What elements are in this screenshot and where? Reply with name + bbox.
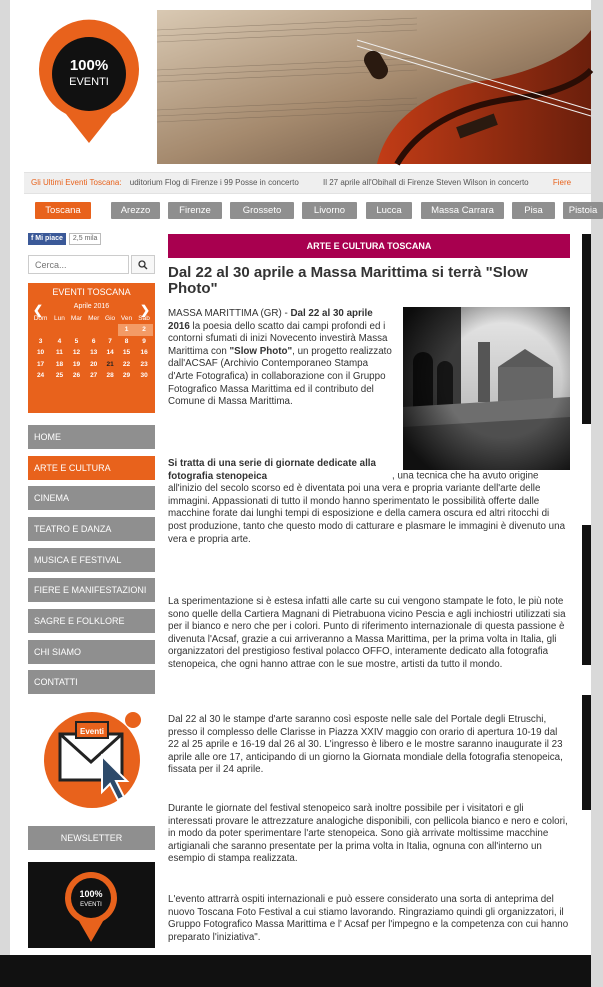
section-heading[interactable]: ARTE E CULTURA TOSCANA: [168, 234, 570, 258]
calendar-prev-icon[interactable]: ❮: [33, 303, 44, 317]
right-column-edge: [582, 525, 591, 665]
article-text: MASSA MARITTIMA (GR) -: [168, 308, 291, 319]
calendar-day[interactable]: 25: [55, 372, 64, 380]
article-text: , una tecnica che ha avuto origine all'inizio del secolo scorso ed è diventata poi una vera e propria variante dell'arte delle immagini. Appassionati di tutto il mondo hanno sperimentato le possibilità offerte dalle macchine forate dai lunghi tempi di esposizione e della camera oscura ed altri ritocchi di post produzione, tanto che questo modo di catturare e plasmare le immagini è divenuto una vera e propria arte.: [168, 470, 566, 545]
logo-line2: EVENTI: [69, 76, 109, 88]
city-tab-lucca[interactable]: Lucca: [366, 202, 412, 219]
article-paragraph-2: [168, 458, 568, 546]
facebook-icon: f: [31, 235, 36, 242]
facebook-like-widget[interactable]: [28, 233, 101, 245]
article-paragraph-5: Durante le giornate del festival stenopeico sarà inoltre possibile per i visitatori e gli interessati provare le attrezzature analogiche disponibili, con pellicola bianco e nero e colori, in modo da poter sperimentare l'arte stenopeica. Sono già arrivate moltissime macchine artigianali che saranno presentate per la prima volta in Italia, ognuna con all'interno un esempio di stampa realizzata.: [168, 803, 568, 865]
footer-logo[interactable]: [28, 862, 155, 948]
calendar-grid: [30, 313, 153, 382]
article-text: , un progetto realizzato dall'ACSAF (Archivio Contemporaneo Stampa d'Arte Fotografica) in collaborazione con il Gruppo Fotografico Massa Marittima ed il contributo del Comune di Massa Marittima.: [168, 345, 392, 408]
calendar-day[interactable]: 3: [38, 337, 43, 345]
city-tab-grosseto[interactable]: Grosseto: [230, 202, 294, 219]
menu-item-cinema[interactable]: CINEMA: [28, 486, 155, 510]
calendar-day[interactable]: 15: [122, 349, 131, 357]
city-tab-firenze[interactable]: Firenze: [168, 202, 222, 219]
city-tab-pistoia[interactable]: Pistoia: [563, 202, 603, 219]
calendar-day: [68, 324, 85, 336]
menu-item-teatro-e-danza[interactable]: TEATRO E DANZA: [28, 517, 155, 541]
calendar-weekday: Sab: [138, 315, 150, 322]
menu-item-musica-e-festival[interactable]: MUSICA E FESTIVAL: [28, 548, 155, 572]
article-text-bold: Dal 22 al 30 aprile 2016: [168, 308, 373, 332]
search-icon: [138, 260, 148, 270]
calendar-day[interactable]: 6: [91, 337, 96, 345]
page: [10, 0, 598, 955]
footer-logo-line2: EVENTI: [80, 902, 102, 908]
newsletter-envelope-icon[interactable]: [38, 706, 146, 810]
calendar-weekday: Ven: [120, 315, 133, 322]
calendar-weekday: Gio: [105, 315, 116, 322]
calendar-day[interactable]: 17: [36, 360, 45, 368]
calendar-day[interactable]: 29: [122, 372, 131, 380]
ticker-item[interactable]: uditorium Flog di Firenze i 99 Posse in concerto: [129, 178, 299, 187]
calendar-day[interactable]: 11: [56, 349, 63, 357]
right-column-edge: [582, 234, 591, 424]
calendar-day[interactable]: 5: [74, 337, 79, 345]
menu-item-contatti[interactable]: CONTATTI: [28, 670, 155, 694]
calendar-day[interactable]: 1: [118, 324, 135, 336]
menu-item-arte-e-cultura[interactable]: ARTE E CULTURA: [28, 456, 155, 480]
site-logo[interactable]: [36, 22, 142, 144]
calendar-day[interactable]: 4: [57, 337, 62, 345]
search-button[interactable]: [131, 255, 155, 274]
article-paragraph-3: La sperimentazione si è estesa infatti alle carte su cui vengono stampate le foto, le più note sono quelle della Cartiera Magnani di Pietrabuona vicino Pescia e agli inchiostri utilizzati sia per il bianco e nero che per i colori. Punto di riferimento internazionale di questa passione è divenuta l'Acsaf, grazie a cui arriveranno a Massa Marittima, per la prima volta in Italia, gli organizzatori del prestigioso festival polacco OFFO, interamente dedicato alla fotografia stenopeica, che ogni hanno attrae con le sue mostre, artisti da tutto il mondo.: [168, 596, 566, 670]
calendar-weekday: Mer: [88, 315, 100, 322]
facebook-like-count: 2,5 mila: [69, 233, 102, 245]
calendar-day[interactable]: 14: [106, 349, 114, 357]
footer-logo-line1: 100%: [79, 889, 103, 899]
calendar-day: [51, 324, 68, 336]
ticker-item[interactable]: Fiere: [552, 178, 572, 187]
newsletter-icon-label: Eventi: [79, 727, 105, 736]
facebook-like-button[interactable]: [28, 233, 66, 245]
calendar-day[interactable]: 2: [135, 324, 153, 336]
city-tab-arezzo[interactable]: Arezzo: [111, 202, 160, 219]
menu-item-home[interactable]: HOME: [28, 425, 155, 449]
article-title: Dal 22 al 30 aprile a Massa Marittima si terrà "Slow Photo": [168, 264, 528, 297]
article-paragraph-1: [168, 308, 396, 409]
calendar-day[interactable]: 10: [36, 349, 45, 357]
city-tab-toscana[interactable]: Toscana: [35, 202, 91, 219]
header-banner-image: [157, 10, 591, 164]
right-column-edge: [582, 695, 591, 810]
calendar-day[interactable]: 9: [142, 337, 146, 345]
calendar-day[interactable]: 18: [55, 360, 64, 368]
logo-line1: 100%: [69, 57, 109, 74]
calendar-day[interactable]: 26: [72, 372, 81, 380]
article-paragraph-6: L'evento attrarrà ospiti internazionali e può essere considerato una sorta di anteprima del nuovo Toscana Foto Festival a cui stiamo lavorando. Ringraziamo quindi gli organizzatori, il Gruppo Fotografico Massa Marittima e l' Acsaf per l'impegno e la competenza con cui hanno preparato l'iniziativa".: [168, 894, 569, 943]
calendar-day[interactable]: 16: [140, 349, 148, 357]
calendar-day[interactable]: 13: [90, 349, 98, 357]
calendar-day[interactable]: 30: [140, 372, 148, 380]
calendar-day[interactable]: 20: [90, 360, 98, 368]
city-tab-pisa[interactable]: Pisa: [512, 202, 555, 219]
events-calendar: [28, 283, 155, 413]
city-tab-livorno[interactable]: Livorno: [302, 202, 357, 219]
city-tabs: [35, 202, 598, 220]
calendar-day[interactable]: 23: [140, 360, 148, 368]
menu-item-fiere-e-manifestazioni[interactable]: FIERE E MANIFESTAZIONI: [28, 578, 155, 602]
city-tab-massa-carrara[interactable]: Massa Carrara: [421, 202, 504, 219]
article-text-bold: Si tratta di una serie di giornate dedicate alla fotografia stenopeica: [168, 458, 376, 482]
ticker-label: Gli Ultimi Eventi Toscana:: [31, 178, 122, 187]
calendar-weekday: Mar: [70, 315, 83, 322]
facebook-like-label: Mi piace: [35, 235, 63, 242]
newsletter-button[interactable]: NEWSLETTER: [28, 826, 155, 850]
calendar-day[interactable]: 19: [72, 360, 81, 368]
calendar-day[interactable]: 12: [72, 349, 81, 357]
events-ticker: [24, 172, 591, 194]
ticker-item[interactable]: Il 27 aprile all'Obihall di Firenze Steven Wilson in concerto: [323, 178, 529, 187]
calendar-day[interactable]: 8: [124, 337, 129, 345]
calendar-day[interactable]: 27: [90, 372, 98, 380]
article-paragraph-4: Dal 22 al 30 le stampe d'arte saranno così esposte nelle sale del Portale degli Etruschi, presso il complesso delle Clarisse in Piazza XXIV maggio con orario di apertura 10-19 dal 22 al 25 aprile e 16-19 dal 26 al 30. L'ingresso è libero e le mostre saranno inaugurate il 23 aprile alle ore 17, anticipando di un giorno la Giornata mondiale della fotografia stenopeica, fissata per il 24 aprile.: [168, 714, 563, 776]
search-input[interactable]: [28, 255, 129, 274]
bottom-bar: [0, 955, 591, 987]
calendar-month: Aprile 2016: [73, 303, 110, 310]
article-photo: [403, 307, 570, 470]
article-text: la poesia dello scatto dai campi profondi ed i contorni sfumati di inizi Novecento investirà Massa Marittima con: [168, 320, 388, 357]
calendar-weekday: Lun: [54, 315, 65, 322]
calendar-next-icon[interactable]: ❯: [139, 303, 150, 317]
calendar-day[interactable]: 7: [108, 337, 112, 345]
menu-item-chi-siamo[interactable]: CHI SIAMO: [28, 640, 155, 664]
calendar-day: [85, 324, 102, 336]
menu-item-sagre-e-folklore[interactable]: SAGRE E FOLKLORE: [28, 609, 155, 633]
calendar-weekday: Dom: [33, 315, 48, 322]
article-text-bold: "Slow Photo": [229, 345, 293, 357]
calendar-day[interactable]: 28: [106, 372, 114, 380]
calendar-day: [102, 324, 118, 336]
calendar-day[interactable]: 24: [36, 372, 45, 380]
calendar-day[interactable]: 22: [122, 360, 131, 368]
calendar-day: [30, 324, 51, 336]
calendar-title: EVENTI TOSCANA: [52, 287, 131, 297]
calendar-day[interactable]: 21: [106, 360, 114, 368]
